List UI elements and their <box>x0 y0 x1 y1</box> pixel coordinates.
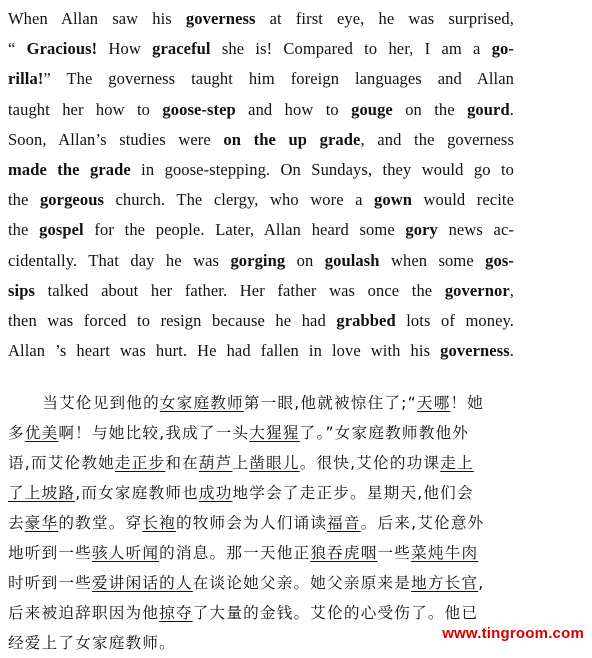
text-segment: the <box>8 220 40 240</box>
english-line <box>8 336 514 366</box>
watermark-url: www.tingroom.com <box>442 625 584 642</box>
text-segment: on <box>285 250 325 270</box>
text-segment: 经爱上了女家庭教师。 <box>8 634 176 652</box>
text-segment: at first eye, he was surprised, <box>255 9 515 28</box>
underlined-term: 了上坡路 <box>8 484 76 502</box>
text-segment: , <box>478 574 485 592</box>
bold-term: gospel <box>39 220 84 240</box>
bold-term: goose-step <box>162 99 236 119</box>
english-line <box>8 215 514 245</box>
underlined-term: 凿眼儿 <box>249 454 300 472</box>
bold-term: on the up grade <box>223 129 361 149</box>
text-segment: in goose-stepping. On Sundays, they would go to <box>130 160 514 180</box>
text-segment: for the people. Later, Allan heard some <box>83 220 406 240</box>
text-segment: 后来被迫辞职因为他 <box>8 604 160 622</box>
chinese-line <box>8 478 520 508</box>
text-segment: 。很快,艾伦的功课 <box>299 454 441 472</box>
english-line <box>8 276 514 306</box>
english-line <box>8 306 514 336</box>
text-segment: church. The clergy, who wore a <box>104 190 375 210</box>
bold-term: graceful <box>152 39 211 59</box>
bold-term: go- <box>491 39 514 59</box>
text-segment: the <box>8 190 40 210</box>
text-segment: 第一眼,他就被惊住了;“ <box>243 394 417 412</box>
underlined-term: 天哪 <box>416 394 451 412</box>
text-segment: How <box>97 39 153 59</box>
underlined-term: 骇人听闻 <box>91 544 160 562</box>
text-segment: ,而女家庭教师也 <box>75 484 199 502</box>
underlined-term: 豪华 <box>24 514 59 532</box>
text-segment: Soon, Allan’s studies were <box>8 129 224 149</box>
english-line <box>8 125 514 155</box>
chinese-line <box>8 388 520 418</box>
underlined-term: 大猩猩 <box>249 424 300 442</box>
bold-term: gouge <box>351 99 393 119</box>
text-segment: 语,而艾伦教她 <box>8 454 115 472</box>
bold-term: governess <box>185 9 256 28</box>
bold-term: gown <box>374 190 413 210</box>
underlined-term: 优美 <box>24 424 59 442</box>
text-segment: on the <box>392 99 468 119</box>
bold-term: Gracious! <box>26 39 98 59</box>
bold-term: rilla! <box>8 69 44 89</box>
text-segment: then was forced to resign because he had <box>8 311 337 331</box>
text-segment: 地听到一些 <box>8 544 92 562</box>
text-segment: she is! Compared to her, I am a <box>210 39 492 59</box>
text-segment: Allan ’s heart was hurt. He had fallen in love with his <box>8 341 441 361</box>
text-segment: 了。”女家庭教师教他外 <box>299 424 470 442</box>
text-segment: 去 <box>8 514 25 532</box>
text-segment: talked about her father. Her father was once the <box>35 280 445 300</box>
underlined-term: 掠夺 <box>159 604 193 622</box>
text-segment: “ <box>8 39 27 59</box>
underlined-term: 菜炖牛肉 <box>411 544 479 562</box>
text-segment: 当艾伦见到他的 <box>42 394 160 412</box>
chinese-line <box>8 598 520 628</box>
text-segment: when some <box>379 250 486 270</box>
bold-term: gourd <box>467 99 510 119</box>
text-segment: lots of money. <box>395 311 515 331</box>
underlined-term: 地方长官 <box>411 574 479 592</box>
underlined-term: 走正步 <box>114 454 166 472</box>
english-line <box>8 246 514 276</box>
text-segment: 的消息。那一天他正 <box>159 544 311 562</box>
text-segment: , and the governess <box>360 129 514 149</box>
underlined-term: 爱讲闲话的人 <box>91 574 193 592</box>
english-line <box>8 185 514 215</box>
bold-term: governor <box>444 280 510 300</box>
bold-term: gory <box>405 220 438 240</box>
text-segment: cidentally. That day he was <box>8 250 231 270</box>
text-segment: 了大量的金钱。艾伦的心受伤了。他已 <box>192 604 479 622</box>
english-line <box>8 95 514 125</box>
text-segment: taught her how to <box>8 99 163 119</box>
english-line <box>8 4 514 34</box>
chinese-line <box>8 418 520 448</box>
text-segment: ！她 <box>450 394 485 412</box>
chinese-line <box>8 568 520 598</box>
text-segment: . <box>509 99 514 119</box>
underlined-term: 成功 <box>198 484 233 502</box>
underlined-term: 走上 <box>440 454 474 472</box>
text-segment: , <box>509 280 514 300</box>
text-segment: ” The governess taught him foreign languages and Allan <box>43 69 514 89</box>
chinese-line <box>8 508 520 538</box>
bold-term: governess <box>440 341 510 361</box>
underlined-term: 长袍 <box>142 514 176 532</box>
text-segment: When Allan saw his <box>8 9 186 28</box>
underlined-term: 狼吞虎咽 <box>310 544 378 562</box>
text-segment: 和在 <box>165 454 199 472</box>
text-segment: 地学会了走正步。星期天,他们会 <box>232 484 474 502</box>
text-segment: 。后来,艾伦意外 <box>360 514 485 532</box>
bold-term: gos- <box>485 250 514 270</box>
chinese-passage <box>8 388 520 658</box>
english-line <box>8 64 514 94</box>
text-segment: 多 <box>8 424 25 442</box>
bold-term: made the grade <box>8 160 131 180</box>
text-segment: 时听到一些 <box>8 574 92 592</box>
underlined-term: 葫芦 <box>198 454 233 472</box>
bold-term: gorgeous <box>39 190 104 210</box>
bold-term: goulash <box>324 250 380 270</box>
text-segment: and how to <box>235 99 352 119</box>
english-line <box>8 34 514 64</box>
text-segment: would recite <box>412 190 514 210</box>
text-segment: 啊！与她比较,我成了一头 <box>58 424 250 442</box>
text-segment: 在谈论她父亲。她父亲原来是 <box>192 574 412 592</box>
underlined-term: 女家庭教师 <box>159 394 244 412</box>
text-segment: 一些 <box>377 544 412 562</box>
underlined-term: 福音 <box>327 514 361 532</box>
english-passage <box>8 4 514 366</box>
text-segment: . <box>509 341 514 361</box>
chinese-line <box>8 448 520 478</box>
bold-term: gorging <box>230 250 286 270</box>
english-line <box>8 155 514 185</box>
text-segment: news ac- <box>437 220 515 240</box>
bold-term: sips <box>8 280 36 300</box>
chinese-line <box>8 538 520 568</box>
text-segment: 的牧师会为人们诵读 <box>175 514 328 532</box>
text-segment: 的教堂。穿 <box>58 514 143 532</box>
bold-term: grabbed <box>336 311 396 331</box>
text-segment: 上 <box>232 454 250 472</box>
